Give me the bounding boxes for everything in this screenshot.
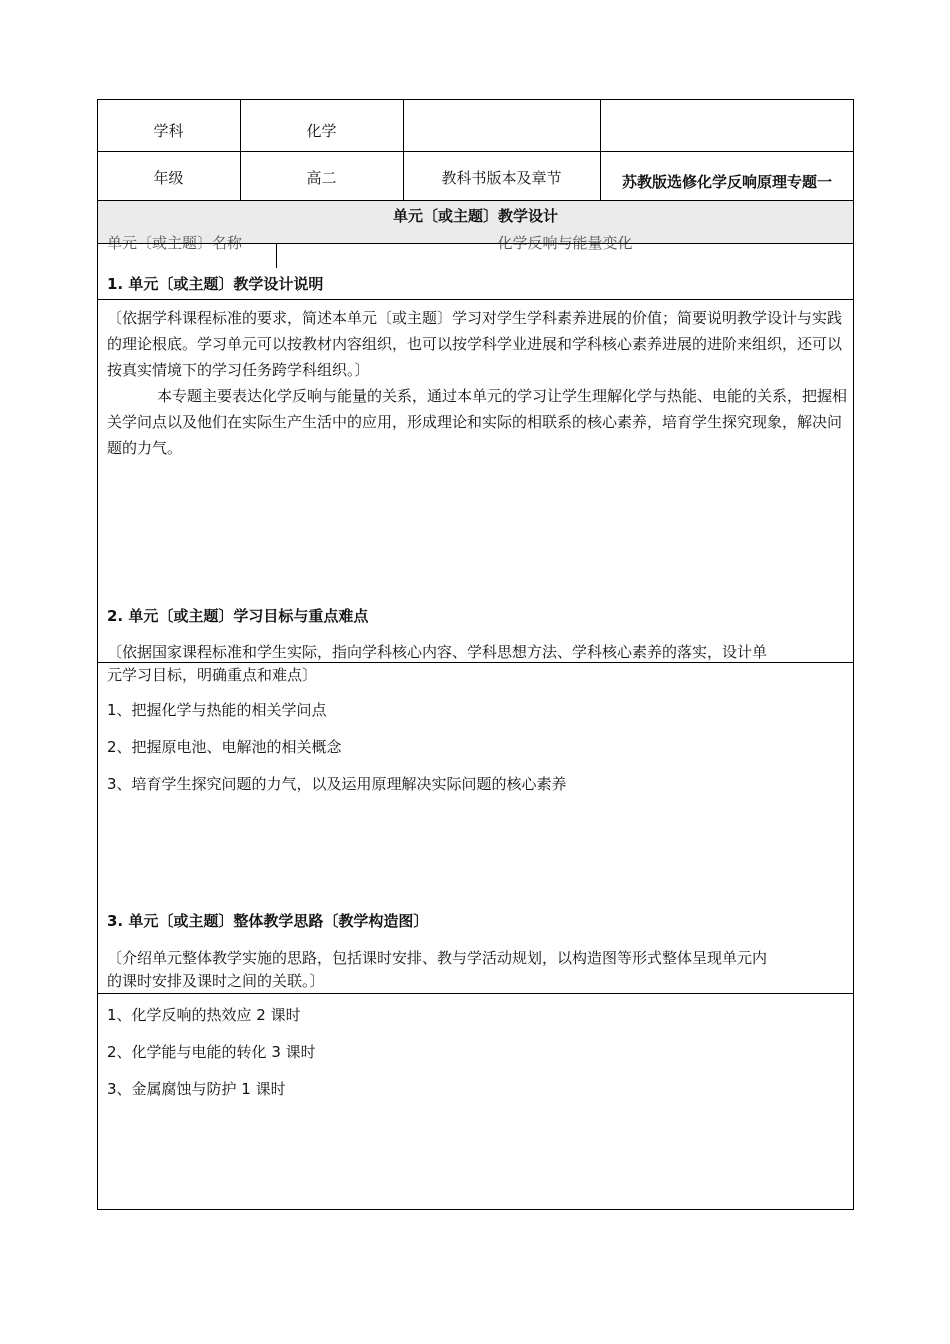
unit-name-value: 化学反响与能量变化 <box>497 234 633 252</box>
textbook-label: 教科书版本及章节 <box>441 169 562 187</box>
section2-heading: 2. 单元〔或主题〕学习目标与重点难点 <box>107 607 369 625</box>
section2-instruction-line1: 〔依据国家课程标准和学生实际，指向学科核心内容、学科思想方法、学科核心素养的落实，设计单 <box>107 643 768 661</box>
section2-item-3: 3、培育学生探究问题的力气，以及运用原理解决实际问题的核心素养 <box>107 775 567 793</box>
row-divider <box>97 243 854 244</box>
subject-label: 学科 <box>153 122 184 140</box>
section3-instruction-line1: 〔介绍单元整体教学实施的思路，包括课时安排、教与学活动规划，以构造图等形式整体呈现单元内 <box>107 949 768 967</box>
section1-heading: 1. 单元〔或主题〕教学设计说明 <box>107 275 324 293</box>
grade-label: 年级 <box>153 169 184 187</box>
section2-item-1: 1、把握化学与热能的相关学问点 <box>107 701 327 719</box>
section3-item-2: 2、化学能与电能的转化 3 课时 <box>107 1043 316 1061</box>
textbook-value: 苏教版选修化学反响原理专题一 <box>621 173 832 191</box>
row-divider <box>97 299 854 300</box>
section1-body: 本专题主要表达化学反响与能量的关系，通过本单元的学习让学生理解化学与热能、电能的关系，把握相关学问点以及他们在实际生产生活中的应用，形成理论和实际的相联系的核心素养，培育学生探究现象，解决问题的力气。 <box>107 387 848 457</box>
unit-name-label: 单元〔或主题〕名称 <box>107 234 243 252</box>
section3-instruction-line2: 的课时安排及课时之间的关联。〕 <box>107 972 325 990</box>
col-divider <box>276 243 277 268</box>
section3-heading: 3. 单元〔或主题〕整体教学思路〔教学构造图〕 <box>107 912 429 930</box>
section3-item-1: 1、化学反响的热效应 2 课时 <box>107 1006 301 1024</box>
row-divider <box>97 151 854 152</box>
row-divider <box>97 662 854 663</box>
row-divider <box>97 993 854 994</box>
section2-instruction-line2: 元学习目标，明确重点和难点〕 <box>107 666 318 684</box>
section1-instruction: 〔依据学科课程标准的要求，简述本单元〔或主题〕学习对学生学科素养进展的价值；简要说明教学设计与实践的理论根底。学习单元可以按教材内容组织，也可以按学科学业进展和学科核心素养进展的进阶来组织，还可以按真实情境下的学习任务跨学科组织。〕 <box>107 309 843 379</box>
section2-item-2: 2、把握原电池、电解池的相关概念 <box>107 738 342 756</box>
unit-design-title: 单元〔或主题〕教学设计 <box>392 207 558 225</box>
section3-item-3: 3、金属腐蚀与防护 1 课时 <box>107 1080 286 1098</box>
subject-value: 化学 <box>306 122 337 140</box>
grade-value: 高二 <box>306 169 337 187</box>
